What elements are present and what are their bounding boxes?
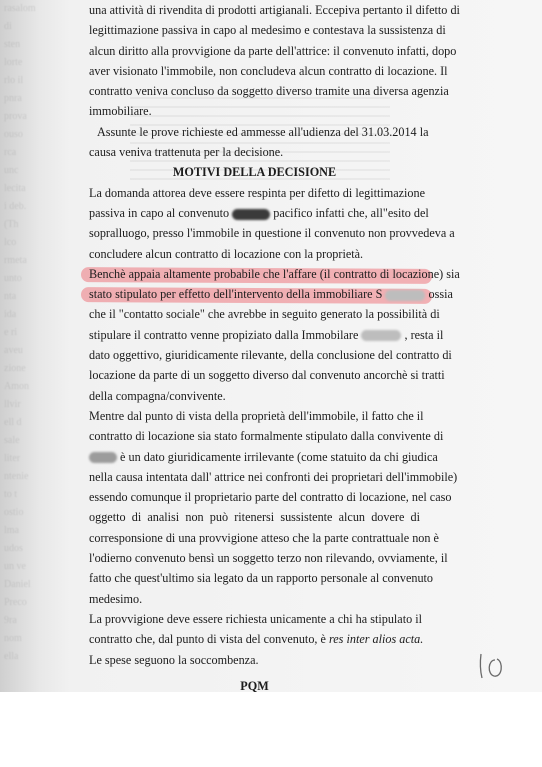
text-line: medesimo. — [89, 591, 143, 606]
text-line: nella causa intentata dall' attrice nei confronti dei proprietari dell'immobile) — [89, 469, 458, 484]
text-line: legittimazione passiva in capo al medesimo e contestava la sussistenza di — [89, 23, 446, 38]
highlighted-line — [89, 264, 460, 284]
text-line: corresponsione di una provvigione atteso che la parte contrattuale non è — [89, 530, 439, 545]
text-fragment: passiva in capo al convenuto — [89, 205, 230, 220]
text-line: fatto che quest'ultimo sia legato da un rapporto personale al convenuto — [89, 571, 434, 586]
text-fragment: ossia — [428, 287, 453, 302]
text-fragment: contratto che, dal punto di vista del convenuto, è — [89, 632, 329, 647]
text-line: Le spese seguono la soccombenza. — [89, 652, 259, 667]
redaction-mark — [385, 290, 425, 301]
section-heading: MOTIVI DELLA DECISIONE — [172, 165, 337, 180]
text-line: che il "contatto sociale" che avrebbe in seguito generato la possibilità di — [89, 307, 440, 322]
text-fragment: stato stipulato per effetto dell'intervento della immobiliare S — [89, 287, 383, 302]
text-line: causa veniva trattenuta per la decisione. — [89, 145, 284, 160]
redaction-mark — [232, 209, 270, 220]
text-line: contratto veniva concluso da soggetto diverso tramite una diversa agenzia — [89, 84, 449, 99]
text-line — [89, 203, 429, 223]
text-line: l'odierno convenuto bensì un soggetto terzo non rilevando, ovviamente, il — [89, 551, 448, 566]
text-fragment: è un dato giuridicamente irrilevante (come statuito da chi giudica — [120, 449, 438, 464]
text-line: La provvigione deve essere richiesta unicamente a chi ha stipulato il — [89, 611, 423, 626]
text-fragment: Benchè appaia altamente probabile che l'affare (il contratto di locazione) sia — [89, 266, 460, 281]
text-line: Mentre dal punto di vista della proprietà dell'immobile, il fatto che il — [89, 408, 424, 423]
text-line: essendo comunque il proprietario parte del contratto di locazione, nel caso — [89, 490, 452, 505]
text-fragment: pacifico infatti che, all"esito del — [273, 205, 429, 220]
text-line: Assunte le prove richieste ed ammesse all'udienza del 31.03.2014 la — [97, 124, 429, 139]
text-line — [89, 325, 444, 345]
text-line: della compagna/convivente. — [89, 388, 226, 403]
text-line — [89, 629, 424, 649]
blank-area — [0, 692, 542, 767]
text-line — [89, 447, 438, 467]
text-line: immobiliare. — [89, 104, 152, 119]
text-fragment: , resta il — [404, 327, 444, 342]
text-line: concludere alcun contratto di locazione con la proprietà. — [89, 246, 364, 261]
text-line: contratto di locazione sia stato formalmente stipulato dalla convivente di — [89, 429, 444, 444]
text-line: una attività di rivendita di prodotti artigianali. Eccepiva pertanto il difetto di — [89, 3, 460, 17]
handwritten-page-number — [473, 648, 513, 684]
text-line: alcun diritto alla provvigione da parte dell'attrice: il convenuto infatti, dopo — [89, 43, 457, 58]
text-line: oggetto di analisi non può ritenersi sussistente alcun dovere di — [89, 510, 420, 525]
document-body — [89, 0, 460, 692]
redaction-mark — [361, 330, 401, 341]
redaction-mark — [89, 452, 117, 463]
text-line: locazione da parte di un soggetto diverso dal convenuto ancorchè si tratti — [89, 368, 445, 383]
text-fragment: stipulare il contratto venne propiziato dalla Immobilare — [89, 327, 359, 342]
text-line: aver visionato l'immobile, non concludeva alcun contratto di locazione. Il — [89, 63, 448, 78]
bleed-through-left-margin: rasalom di sten lorte rlo il pnra prova ouso rca unc lecita i deb. (Th lco rmeta unto nta ida e ri aveu zione Amon llvir ell d sale liter ntenie to t ostio lma udos un ve Daniel Preco 9ra nom ella — [4, 3, 36, 662]
text-line: dato oggettivo, giuridicamente rilevante, della conclusione del contratto di — [89, 348, 452, 363]
highlighted-line — [89, 284, 453, 304]
text-line: sopralluogo, presso l'immobile in questione il convenuto non provvedeva a — [89, 226, 455, 241]
pqm-heading: PQM — [240, 678, 269, 692]
text-line: La domanda attorea deve essere respinta per difetto di legittimazione — [89, 185, 426, 200]
latin-phrase: res inter alios acta. — [328, 632, 424, 647]
